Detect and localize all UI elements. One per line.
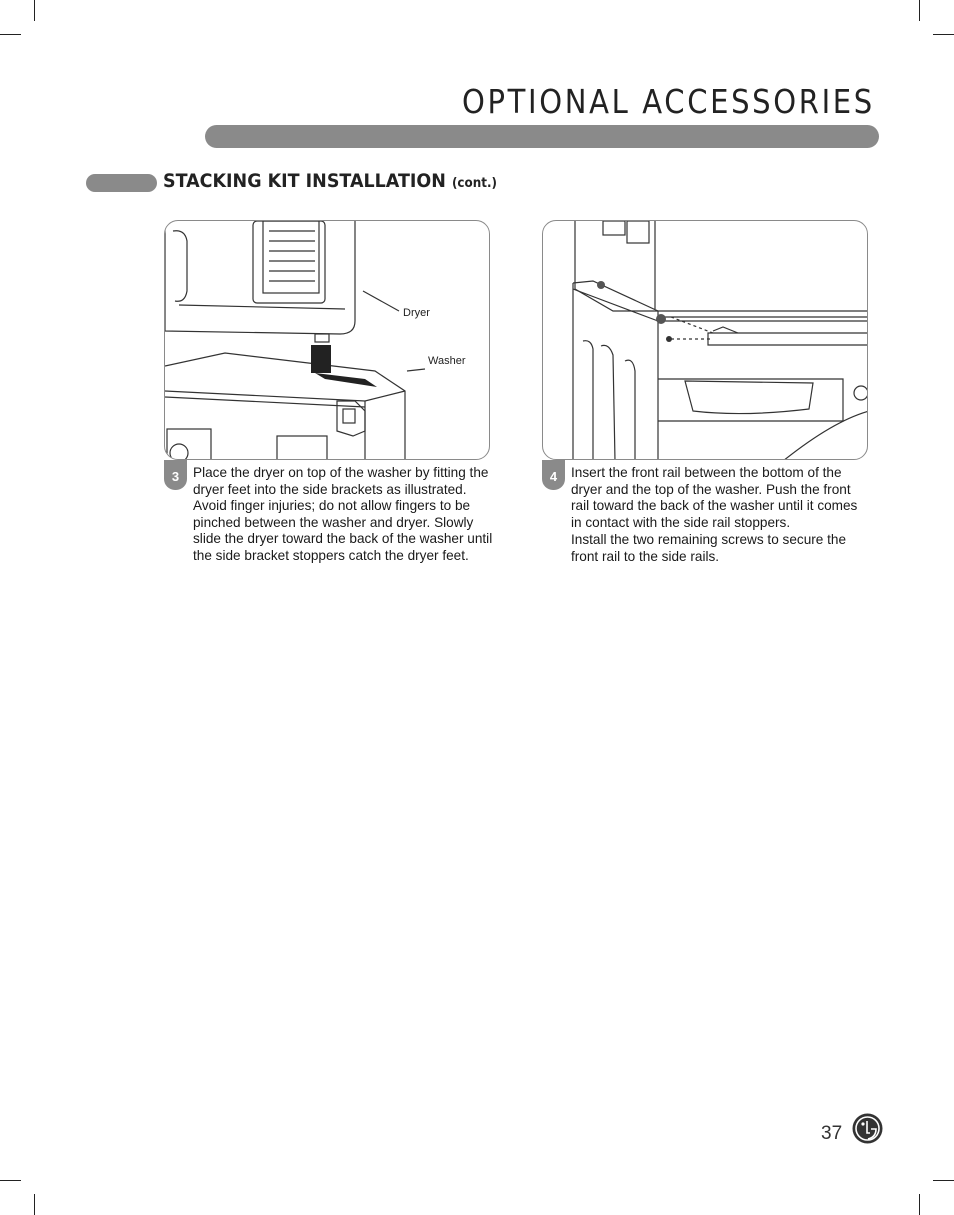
crop-mark bbox=[933, 34, 954, 35]
crop-mark bbox=[0, 34, 21, 35]
lg-logo-icon bbox=[852, 1113, 883, 1144]
step-4-badge: 4 bbox=[542, 460, 565, 490]
crop-mark bbox=[34, 1194, 35, 1215]
dryer-washer-stacking-drawing bbox=[165, 221, 490, 460]
step-4-paragraph: Insert the front rail between the bottom of the dryer and the top of the washer. Push the front rail toward the back of the washer until it comes in contact with the side rail stoppers. bbox=[571, 465, 858, 530]
section-title bbox=[163, 170, 497, 192]
title-bar bbox=[205, 125, 879, 148]
step-3-text bbox=[193, 465, 493, 565]
step-4-text bbox=[571, 465, 871, 566]
step-3-illustration bbox=[164, 220, 490, 460]
crop-mark bbox=[919, 1194, 920, 1215]
crop-mark bbox=[34, 0, 35, 21]
crop-mark bbox=[919, 0, 920, 21]
page-number: 37 bbox=[821, 1123, 843, 1144]
section-title-text: STACKING KIT INSTALLATION bbox=[163, 170, 446, 192]
page-title: OPTIONAL ACCESSORIES bbox=[462, 82, 875, 121]
step-4-paragraph-2: Install the two remaining screws to secure the front rail to the side rails. bbox=[571, 532, 847, 564]
front-rail-installation-drawing bbox=[543, 221, 868, 460]
crop-mark bbox=[0, 1180, 21, 1181]
step-3-badge: 3 bbox=[164, 460, 187, 490]
washer-label: Washer bbox=[428, 355, 466, 367]
dryer-label: Dryer bbox=[403, 307, 430, 319]
step-3-paragraph: Place the dryer on top of the washer by fitting the dryer feet into the side brackets as illustrated. Avoid finger injuries; do not allow fingers to be pinched between the washer and dryer. Slowly slide the dryer toward the back of the washer until the side bracket stoppers catch the dryer feet. bbox=[193, 465, 493, 563]
step-4-illustration bbox=[542, 220, 868, 460]
crop-mark bbox=[933, 1180, 954, 1181]
section-marker bbox=[86, 174, 157, 192]
section-title-suffix: (cont.) bbox=[451, 176, 497, 191]
